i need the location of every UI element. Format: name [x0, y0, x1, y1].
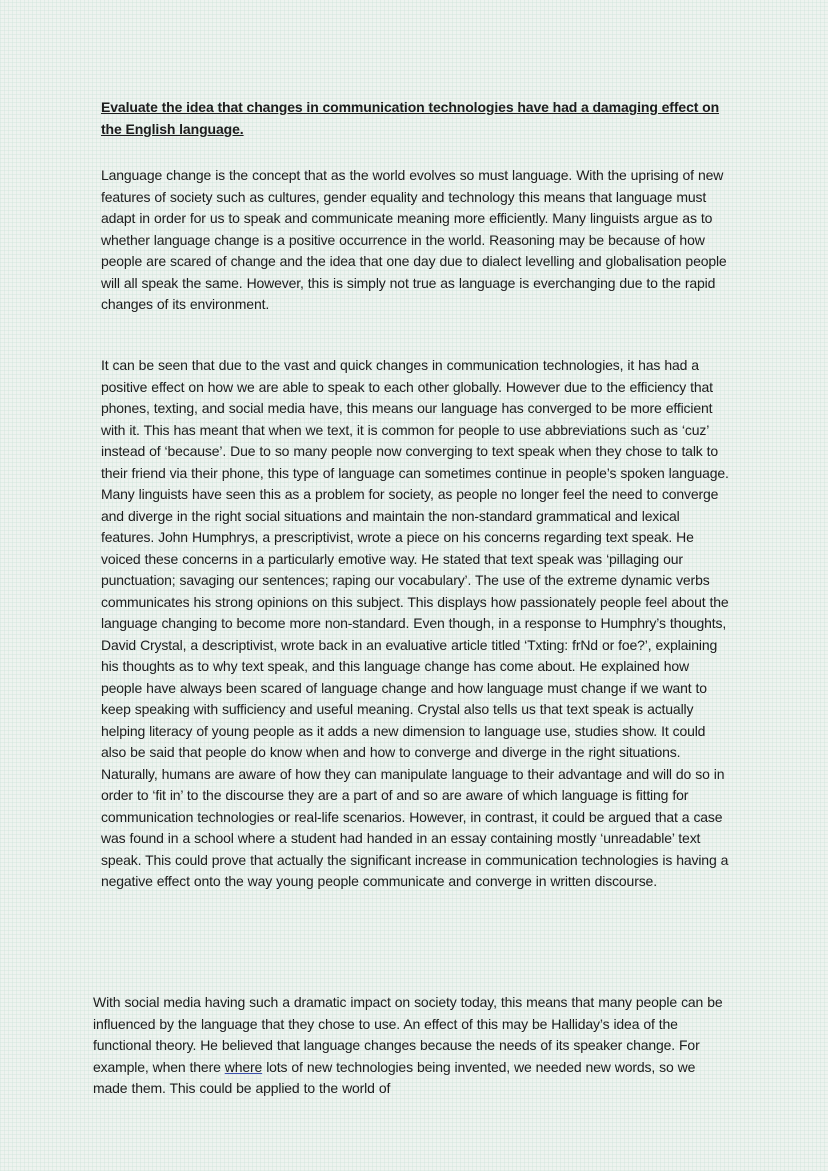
paragraph-text-speak: It can be seen that due to the vast and quick changes in communication technologies, it has had a positive effect on how we are able to speak to each other globally. However due to the efficiency that phones, texting, and social media have, this means our language has converged to be more efficient with it. This has meant that when we text, it is common for people to use abbreviations such as ‘cuz’ instead of ‘because’. Due to so many people now converging to text speak when they chose to talk to their friend via their phone, this type of language can sometimes continue in people’s spoken language. Many linguists have seen this as a problem for society, as people no longer feel the need to converge and diverge in the right social situations and maintain the non-standard grammatical and lexical features. John Humphrys, a prescriptivist, wrote a piece on his concerns regarding text speak. He voiced these concerns in a particularly emotive way. He stated that text speak was ‘pillaging our punctuation; savaging our sentences; raping our vocabulary’. The use of the extreme dynamic verbs communicates his strong opinions on this subject. This displays how passionately people feel about the language changing to become more non-standard. Even though, in a response to Humphry’s thoughts, David Crystal, a descriptivist, wrote back in an evaluative article titled ‘Txting: frNd or foe?’, explaining his thoughts as to why text speak, and this language change has come about. He explained how people have always been scared of language change and how language must change if we want to keep speaking with sufficiency and useful meaning. Crystal also tells us that text speak is actually helping literacy of young people as it adds a new dimension to language use, studies show. It could also be said that people do know when and how to converge and diverge in the right situations. Naturally, humans are aware of how they can manipulate language to their advantage and will do so in order to ‘fit in’ to the discourse they are a part of and so are aware of which language is fitting for communication technologies or real-life scenarios. However, in contrast, it could be argued that a case was found in a school where a student had handed in an essay containing mostly ‘unreadable’ text speak. This could prove that actually the significant increase in communication technologies is having a negative effect onto the way young people communicate and converge in written discourse.	[101, 357, 729, 889]
paragraph-text: lots of new technologies being invented, we needed new words, so we made them. This could be applied to the world of	[93, 1058, 696, 1096]
underlined-word: where	[224, 1058, 263, 1075]
paragraph-social-media	[93, 992, 729, 1100]
paragraph-text: With social media having such a dramatic impact on society today, this means that many people can be influenced by the language that they chose to use. An effect of this may be Halliday’s idea of the functional theory. He believed that language changes because the needs of its speaker change. For example, when there	[93, 994, 723, 1075]
paragraph-introduction: Language change is the concept that as the world evolves so must language. With the uprising of new features of society such as cultures, gender equality and technology this means that language must adapt in order for us to speak and communicate meaning more efficiently. Many linguists argue as to whether language change is a positive occurrence in the world. Reasoning may be because of how people are scared of change and the idea that one day due to dialect levelling and globalisation people will all speak the same. However, this is simply not true as language is everchanging due to the rapid changes of its environment.	[101, 167, 727, 312]
essay-title: Evaluate the idea that changes in communication technologies have had a damaging effect on the English language.	[101, 99, 720, 137]
